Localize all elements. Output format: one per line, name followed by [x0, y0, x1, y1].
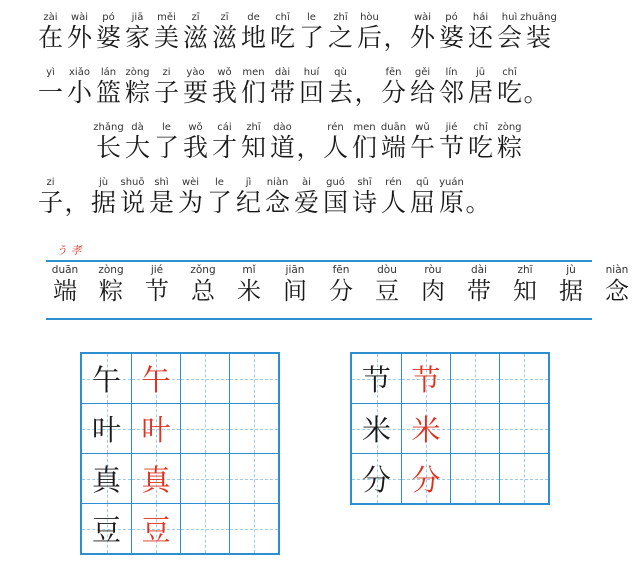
annotated-character	[495, 66, 524, 107]
hanzi: 人	[322, 133, 348, 162]
annotated-character	[123, 11, 152, 52]
vocabulary-item	[598, 264, 636, 305]
pinyin: dào	[273, 122, 292, 133]
annotated-character	[297, 11, 326, 52]
pinyin: wài	[413, 12, 432, 23]
pinyin: guó	[326, 177, 345, 188]
punctuation	[384, 11, 408, 52]
vocabulary-top-rule	[46, 260, 592, 262]
annotated-character	[263, 176, 292, 217]
annotated-character	[466, 121, 495, 162]
annotated-character	[147, 176, 176, 217]
annotated-character	[152, 121, 181, 162]
hanzi: 外	[66, 23, 92, 52]
pinyin: zòng	[98, 264, 124, 276]
pinyin: zi	[46, 177, 55, 188]
practice-cell[interactable]	[229, 354, 278, 403]
pinyin: pó	[102, 12, 115, 23]
model-cell	[82, 354, 131, 403]
pinyin: hái	[472, 12, 489, 23]
annotated-character	[466, 66, 495, 107]
vocabulary-item	[552, 264, 590, 305]
annotated-character	[36, 176, 65, 217]
hanzi: 长	[95, 133, 121, 162]
vocabulary-item	[276, 264, 314, 305]
hanzi: 人	[380, 188, 406, 217]
annotated-character	[350, 176, 379, 217]
practice-cell[interactable]	[499, 454, 548, 503]
hanzi: 端	[380, 133, 406, 162]
annotated-character	[321, 121, 350, 162]
hanzi: 肉	[421, 277, 445, 305]
hanzi: 午	[409, 133, 435, 162]
practice-cell[interactable]	[180, 404, 229, 453]
hanzi: 我	[182, 133, 208, 162]
punctuation	[65, 176, 89, 217]
pinyin: duān	[380, 122, 407, 133]
annotated-character	[326, 66, 355, 107]
pinyin: shī	[357, 177, 372, 188]
pinyin: shuō	[120, 177, 145, 188]
pinyin: wài	[70, 12, 89, 23]
pinyin: zòng	[125, 67, 150, 78]
trace-character: 午	[141, 363, 171, 397]
trace-character: 真	[141, 463, 171, 497]
pinyin: de	[247, 12, 260, 23]
annotated-character	[152, 11, 181, 52]
pinyin: zòng	[497, 122, 522, 133]
hanzi: ，	[296, 133, 322, 162]
hanzi: 装	[525, 23, 551, 52]
model-character: 节	[361, 363, 391, 397]
model-character: 午	[91, 363, 121, 397]
vocabulary-item	[368, 264, 406, 305]
hanzi: 回	[298, 78, 324, 107]
annotated-character	[65, 66, 94, 107]
hanzi: 知	[513, 277, 537, 305]
hanzi: 节	[438, 133, 464, 162]
hanzi: 还	[467, 23, 493, 52]
annotated-character	[65, 11, 94, 52]
punctuation	[297, 121, 321, 162]
hanzi: 才	[211, 133, 237, 162]
pinyin: jié	[445, 122, 458, 133]
pinyin: dà	[131, 122, 144, 133]
writing-grid-right	[350, 352, 550, 505]
hanzi: ，	[64, 188, 90, 217]
writing-grid-row	[82, 403, 278, 453]
practice-cell[interactable]	[450, 404, 499, 453]
pinyin: chī	[275, 12, 290, 23]
hanzi: 道	[269, 133, 295, 162]
annotated-character	[437, 121, 466, 162]
pinyin: zhī	[517, 264, 533, 276]
annotated-character	[123, 66, 152, 107]
model-cell	[352, 354, 401, 403]
annotated-character	[94, 11, 123, 52]
vocabulary-item	[230, 264, 268, 305]
pinyin: shì	[154, 177, 169, 188]
punctuation	[355, 66, 379, 107]
hanzi: 了	[153, 133, 179, 162]
hanzi: 念	[264, 188, 290, 217]
model-cell	[352, 404, 401, 453]
hanzi: 爱	[293, 188, 319, 217]
writing-grid-left	[80, 352, 280, 555]
pinyin: lán	[100, 67, 117, 78]
pinyin: niàn	[605, 264, 629, 276]
annotated-character	[210, 121, 239, 162]
pinyin: zī	[191, 12, 200, 23]
hanzi: 要	[182, 78, 208, 107]
hanzi: 吃	[467, 133, 493, 162]
annotated-character	[350, 121, 379, 162]
annotated-character	[210, 66, 239, 107]
pinyin: pó	[445, 12, 458, 23]
practice-cell[interactable]	[229, 504, 278, 553]
hanzi: 是	[148, 188, 174, 217]
annotated-character	[205, 176, 234, 217]
annotated-character	[89, 176, 118, 217]
punctuation	[466, 176, 490, 217]
annotated-character	[268, 11, 297, 52]
model-cell	[82, 404, 131, 453]
trace-character: 豆	[141, 513, 171, 547]
hanzi: 滋	[182, 23, 208, 52]
hanzi: 节	[145, 277, 169, 305]
annotated-character	[321, 176, 350, 217]
practice-cell[interactable]	[229, 404, 278, 453]
hanzi: 知	[240, 133, 266, 162]
writing-grid-row	[82, 503, 278, 553]
pinyin: zǒng	[190, 264, 216, 276]
vocabulary-row	[46, 264, 636, 305]
hanzi: 原	[438, 188, 464, 217]
pinyin: dài	[470, 264, 488, 276]
pinyin: yào	[186, 67, 205, 78]
hanzi: 滋	[211, 23, 237, 52]
pinyin: gěi	[414, 67, 431, 78]
pinyin: jiān	[285, 264, 305, 276]
hanzi: 纪	[235, 188, 261, 217]
pinyin: wǒ	[188, 122, 203, 133]
hanzi: 分	[329, 277, 353, 305]
model-cell	[352, 454, 401, 503]
hanzi: 。	[465, 188, 491, 217]
writing-grid-row	[82, 453, 278, 503]
hanzi: ，	[383, 23, 409, 52]
pinyin: zhuāng	[520, 12, 557, 23]
pinyin: xiǎo	[69, 67, 90, 78]
annotated-character	[152, 66, 181, 107]
annotated-character	[94, 66, 123, 107]
annotated-character	[408, 176, 437, 217]
vocabulary-item	[414, 264, 452, 305]
pinyin: wǔ	[415, 122, 430, 133]
hanzi: 子	[37, 188, 63, 217]
writing-grid-row	[352, 453, 548, 503]
hanzi: 后	[356, 23, 382, 52]
passage-line	[36, 63, 548, 107]
hanzi: 们	[240, 78, 266, 107]
annotated-character	[355, 11, 384, 52]
writing-grid-row	[352, 354, 548, 403]
hanzi: 总	[191, 277, 215, 305]
pinyin: zhī	[333, 12, 348, 23]
pinyin: le	[307, 12, 316, 23]
trace-cell	[131, 404, 180, 453]
annotated-character	[379, 121, 408, 162]
vocabulary-item	[138, 264, 176, 305]
annotated-character	[297, 66, 326, 107]
annotated-character	[36, 66, 65, 107]
hanzi: 。	[523, 78, 549, 107]
pinyin: jié	[150, 264, 164, 276]
hanzi: 一	[37, 78, 63, 107]
annotated-character	[210, 11, 239, 52]
model-character: 分	[361, 463, 391, 497]
hanzi: 美	[153, 23, 179, 52]
pinyin: qū	[416, 177, 429, 188]
pinyin: jiā	[131, 12, 144, 23]
annotated-character	[239, 66, 268, 107]
hanzi: 吃	[496, 78, 522, 107]
pinyin: wèi	[181, 177, 200, 188]
model-character: 叶	[91, 413, 121, 447]
writing-grid-row	[352, 403, 548, 453]
trace-character: 叶	[141, 413, 171, 447]
pinyin: zhī	[246, 122, 261, 133]
hanzi: 会	[496, 23, 522, 52]
annotated-character	[181, 11, 210, 52]
hanzi: 子	[153, 78, 179, 107]
annotated-character	[379, 66, 408, 107]
annotated-character	[36, 11, 65, 52]
vocabulary-item	[92, 264, 130, 305]
hanzi: 据	[559, 277, 583, 305]
annotated-character	[520, 11, 557, 52]
passage-line	[36, 8, 557, 52]
trace-cell	[401, 404, 450, 453]
pinyin: zhǎng	[93, 122, 124, 133]
vocabulary-bottom-rule	[46, 318, 592, 320]
annotated-character	[495, 121, 524, 162]
annotated-character	[118, 176, 147, 217]
punctuation	[524, 66, 548, 107]
annotated-character	[466, 11, 495, 52]
hanzi: 豆	[375, 277, 399, 305]
pinyin: měi	[157, 12, 176, 23]
annotated-character	[437, 176, 466, 217]
hanzi: 们	[351, 133, 377, 162]
trace-cell	[401, 454, 450, 503]
annotated-character	[408, 11, 437, 52]
annotated-character	[239, 121, 268, 162]
pinyin: le	[215, 177, 224, 188]
pinyin: qù	[334, 67, 347, 78]
annotated-character	[268, 121, 297, 162]
pinyin: dòu	[377, 264, 397, 276]
hanzi: 外	[409, 23, 435, 52]
hanzi: 之	[327, 23, 353, 52]
practice-cell[interactable]	[180, 454, 229, 503]
practice-cell[interactable]	[180, 354, 229, 403]
hanzi: 念	[605, 277, 629, 305]
hanzi: 婆	[95, 23, 121, 52]
model-cell	[82, 504, 131, 553]
pinyin: yuán	[439, 177, 464, 188]
pinyin: cái	[217, 122, 232, 133]
hanzi: 居	[467, 78, 493, 107]
annotated-character	[379, 176, 408, 217]
hanzi: 米	[237, 277, 261, 305]
hanzi: 据	[90, 188, 116, 217]
model-cell	[82, 454, 131, 503]
pinyin: le	[162, 122, 171, 133]
annotated-character	[176, 176, 205, 217]
hanzi: ，	[354, 78, 380, 107]
annotated-character	[123, 121, 152, 162]
pinyin: chī	[502, 67, 517, 78]
pinyin: zài	[43, 12, 58, 23]
model-character: 米	[361, 413, 391, 447]
pinyin: dài	[274, 67, 291, 78]
trace-character: 米	[411, 413, 441, 447]
trace-cell	[401, 354, 450, 403]
pinyin: huì	[501, 12, 518, 23]
annotated-character	[268, 66, 297, 107]
pinyin: lín	[445, 67, 458, 78]
pinyin: chī	[473, 122, 488, 133]
pinyin: huí	[303, 67, 320, 78]
practice-cell[interactable]	[229, 454, 278, 503]
practice-cell[interactable]	[180, 504, 229, 553]
annotated-character	[326, 11, 355, 52]
pinyin: hòu	[360, 12, 379, 23]
hanzi: 粽	[99, 277, 123, 305]
passage-line	[94, 118, 524, 162]
annotated-character	[94, 121, 123, 162]
practice-cell[interactable]	[450, 354, 499, 403]
hanzi: 篮	[95, 78, 121, 107]
pinyin: niàn	[266, 177, 289, 188]
trace-cell	[131, 454, 180, 503]
pinyin: jì	[245, 177, 252, 188]
pinyin: men	[242, 67, 265, 78]
hanzi: 婆	[438, 23, 464, 52]
pinyin: duān	[51, 264, 79, 276]
practice-cell[interactable]	[499, 354, 548, 403]
annotated-character	[181, 121, 210, 162]
hanzi: 为	[177, 188, 203, 217]
hanzi: 国	[322, 188, 348, 217]
annotated-character	[408, 66, 437, 107]
model-character: 豆	[91, 513, 121, 547]
hanzi: 地	[240, 23, 266, 52]
hanzi: 我	[211, 78, 237, 107]
hanzi: 分	[380, 78, 406, 107]
hanzi: 说	[119, 188, 145, 217]
hanzi: 屈	[409, 188, 435, 217]
hanzi: 吃	[269, 23, 295, 52]
hanzi: 邻	[438, 78, 464, 107]
pinyin: wǒ	[217, 67, 232, 78]
pinyin: rén	[385, 177, 402, 188]
vocabulary-hint: う 孝	[56, 244, 82, 257]
trace-cell	[131, 354, 180, 403]
pinyin: mǐ	[242, 264, 256, 276]
practice-cell[interactable]	[450, 454, 499, 503]
pinyin: fēn	[385, 67, 402, 78]
model-character: 真	[91, 463, 121, 497]
pinyin: ròu	[424, 264, 442, 276]
passage-line	[36, 173, 490, 217]
writing-grid-row	[82, 354, 278, 403]
pinyin: men	[353, 122, 376, 133]
pinyin: jù	[566, 264, 576, 276]
hanzi: 诗	[351, 188, 377, 217]
annotated-character	[408, 121, 437, 162]
practice-cell[interactable]	[499, 404, 548, 453]
pinyin: ài	[302, 177, 311, 188]
pinyin: zi	[162, 67, 171, 78]
vocabulary-item	[322, 264, 360, 305]
hanzi: 去	[327, 78, 353, 107]
vocabulary-item	[506, 264, 544, 305]
hanzi: 了	[206, 188, 232, 217]
hanzi: 端	[53, 277, 77, 305]
annotated-character	[239, 11, 268, 52]
hanzi: 间	[283, 277, 307, 305]
trace-character: 分	[411, 463, 441, 497]
annotated-character	[437, 66, 466, 107]
hanzi: 给	[409, 78, 435, 107]
hanzi: 大	[124, 133, 150, 162]
pinyin: rén	[327, 122, 344, 133]
hanzi: 在	[37, 23, 63, 52]
vocabulary-item	[460, 264, 498, 305]
hanzi: 了	[298, 23, 324, 52]
hanzi: 小	[66, 78, 92, 107]
hanzi: 带	[269, 78, 295, 107]
pinyin: jū	[475, 67, 486, 78]
annotated-character	[234, 176, 263, 217]
trace-cell	[131, 504, 180, 553]
vocabulary-item	[46, 264, 84, 305]
hanzi: 家	[124, 23, 150, 52]
annotated-character	[181, 66, 210, 107]
annotated-character	[292, 176, 321, 217]
hanzi: 粽	[124, 78, 150, 107]
pinyin: zī	[220, 12, 229, 23]
pinyin: fēn	[332, 264, 350, 276]
pinyin: yì	[46, 67, 55, 78]
hanzi: 带	[467, 277, 491, 305]
vocabulary-item	[184, 264, 222, 305]
pinyin: jù	[98, 177, 109, 188]
trace-character: 节	[411, 363, 441, 397]
hanzi: 粽	[496, 133, 522, 162]
annotated-character	[437, 11, 466, 52]
